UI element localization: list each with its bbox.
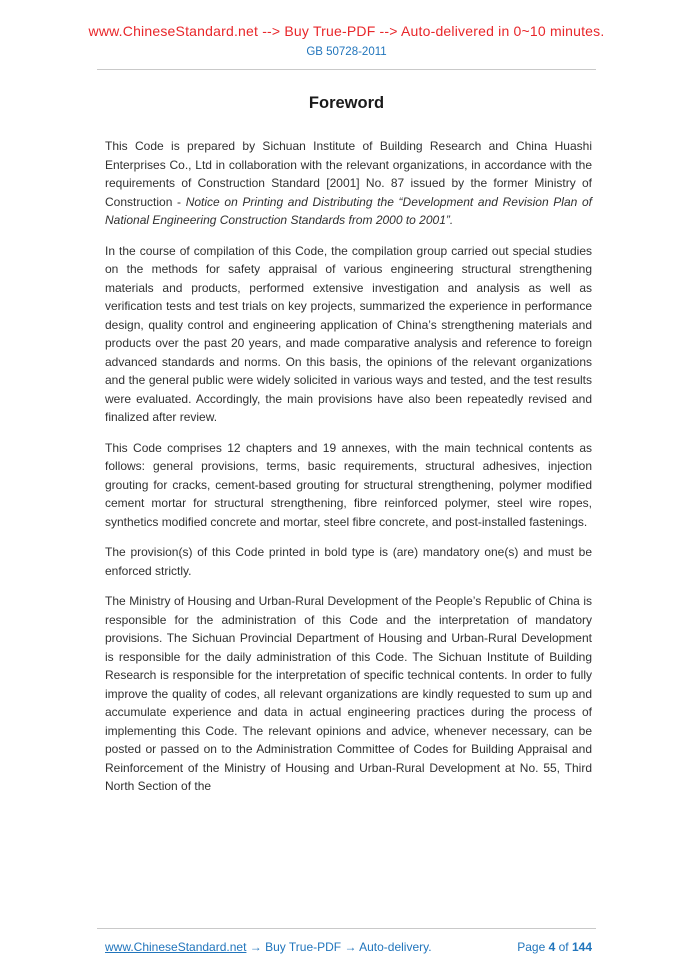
- footer-site-link[interactable]: www.ChineseStandard.net: [105, 940, 247, 954]
- footer-tagline: → Buy True-PDF → Auto-delivery.: [246, 940, 432, 954]
- foreword-paragraph-3: This Code comprises 12 chapters and 19 annexes, with the main technical contents as follows: general provisions, terms, basic requirements, structural adhesives, injection grouting for cracks, cement-based grouting for structural strengthening, polymer modified cement mortar for structural strengthening, fibre reinforced polymer, steel wire ropes, synthetics modified concrete and mortar, steel fibre concrete, and post-installed fastenings.: [105, 440, 592, 529]
- standard-number: GB 50728-2011: [306, 46, 387, 58]
- page-footer: [97, 928, 596, 954]
- foreword-paragraph-2: In the course of compilation of this Code, the compilation group carried out special studies on the methods for safety appraisal of various engineering structural strengthening materials and products, performed extensive investigation and analysis as well as verification tests and test trials on key projects, summarized the experience in performance design, quality control and engineering application of China’s strengthening materials and products over the past 20 years, and made comparative analysis and reference to foreign advanced standards and norms. On this basis, the opinions of the relevant organizations and the general public were widely solicited in various ways and tested, and the test results were evaluated. Accordingly, the main provisions have also been repeatedly revised and finalized after review.: [105, 243, 592, 424]
- paragraph-1-text: This Code is prepared by Sichuan Institute of Building Research and China Huashi Enterprises Co., Ltd in collaboration with the relevant organizations, in accordance with the requirements of Construction Standard [2001] No. 87 issued by the former Ministry of Construction -: [105, 139, 592, 209]
- promo-banner-link[interactable]: www.ChineseStandard.net --> Buy True-PDF --> Auto-delivered in 0~10 minutes.: [88, 23, 605, 39]
- page-current: 4: [548, 940, 556, 954]
- page-title: Foreword: [308, 94, 385, 112]
- page-total: 144: [571, 940, 592, 954]
- page-indicator: [517, 940, 592, 954]
- foreword-body: [105, 137, 592, 796]
- footer-divider: [97, 928, 596, 929]
- header-divider: [97, 69, 596, 70]
- page-word: Page: [517, 940, 549, 954]
- footer-left: [105, 940, 432, 954]
- of-word: of: [555, 940, 572, 954]
- footer-row: [97, 940, 596, 954]
- foreword-paragraph-4: The provision(s) of this Code printed in bold type is (are) mandatory one(s) and must be enforced strictly.: [105, 545, 592, 578]
- paragraph-1-notice-title: Notice on Printing and Distributing the “Development and Revision Plan of National Engineering Construction Standards from 2000 to 2001”.: [105, 194, 592, 227]
- foreword-paragraph-1: [105, 137, 592, 230]
- foreword-paragraph-5: The Ministry of Housing and Urban-Rural Development of the People’s Republic of China is responsible for the administration of this Code and the interpretation of mandatory provisions. The Sichuan Provincial Department of Housing and Urban-Rural Development is responsible for the daily administration of this Code. The Sichuan Institute of Building Research is responsible for the interpretation of specific technical contents. In order to fully improve the quality of codes, all relevant organizations are kindly requested to sum up and accumulate experience and data in actual engineering practices during the process of implementing this Code. The relevant opinions and advice, whenever necessary, can be posted or passed on to the Administration Committee of Codes for Building Appraisal and Reinforcement of the Ministry of Housing and Urban-Rural Development at No. 55, Third North Section of the: [105, 594, 592, 793]
